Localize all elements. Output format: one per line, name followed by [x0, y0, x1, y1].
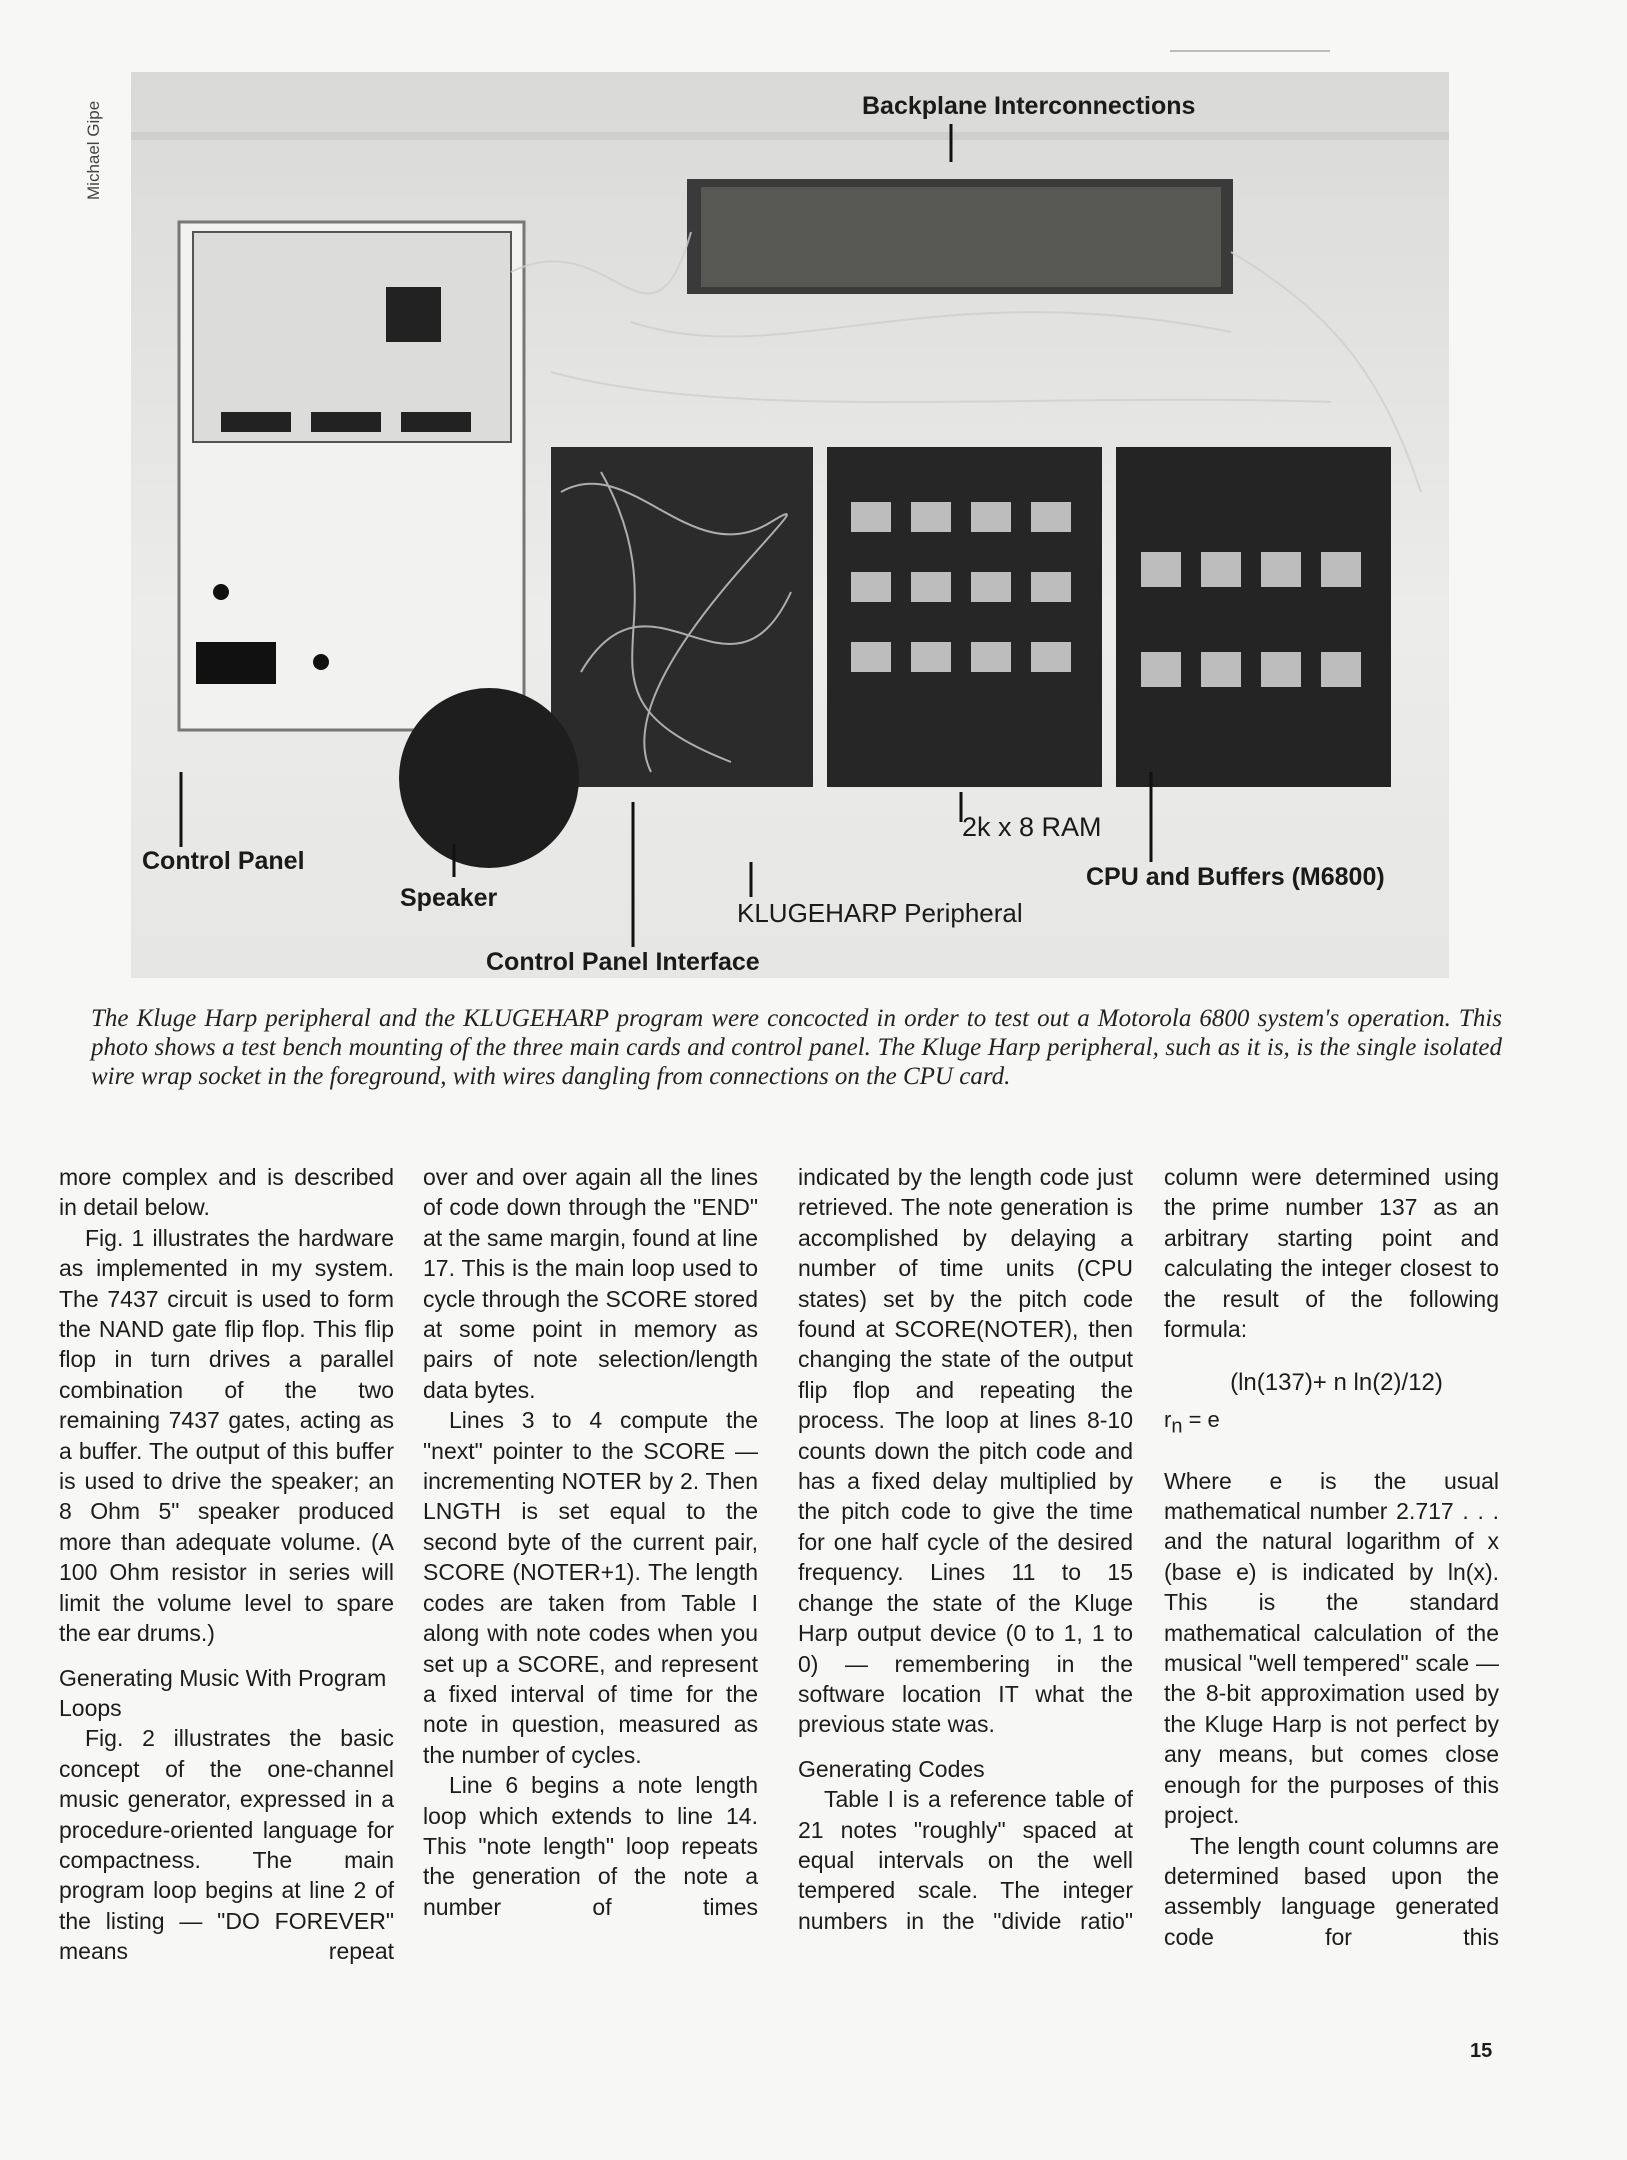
paragraph: Fig. 1 illustrates the hardware as implemented in my system. The 7437 circuit is used to form the NAND gate flip flop. This flip flop in turn drives a parallel combination of the two remaining 7437 gates, acting as a buffer. The output of this buffer is used to drive the speaker; an 8 Ohm 5" speaker produced more than adequate volume. (A 100 Ohm resistor in series will limit the volume level to spare the ear drums.): [59, 1224, 394, 1647]
section-heading: Generating Music With Program Loops: [59, 1664, 387, 1721]
text-column-4: [1164, 1162, 1499, 1952]
paragraph: Where e is the usual mathematical number 2.717 . . . and the natural logarithm of x (base e) is indicated by ln(x). This is the standard mathematical calculation of the musical "well tempered" scale — the 8-bit approximation used by the Kluge Harp is not perfect by any means, but comes close enough for the purposes of this project.: [1164, 1467, 1499, 1829]
paragraph: over and over again all the lines of code down through the "END" at the same margin, found at line 17. This is the main loop used to cycle through the SCORE stored at some point in memory as pairs of note selection/length data bytes.: [423, 1164, 758, 1403]
label-backplane: Backplane Interconnections: [862, 92, 1196, 120]
paragraph: more complex and is described in detail below.: [59, 1164, 394, 1221]
paragraph: Lines 3 to 4 compute the "next" pointer to the SCORE — incrementing NOTER by 2. Then LNGTH is set equal to the second byte of the current pair, SCORE (NOTER+1). The length codes are taken from Table I along with note codes when you set up a SCORE, and represent a fixed interval of time for the note in question, measured as the number of cycles.: [423, 1407, 758, 1768]
label-control-panel-interface: Control Panel Interface: [486, 948, 760, 976]
section-heading: Generating Codes: [798, 1755, 985, 1782]
page-number: 15: [1470, 2040, 1493, 2062]
photo-illustration: [131, 72, 1449, 978]
paragraph: indicated by the length code just retrieved. The note generation is accomplished by delaying a number of time units (CPU states) set by the pitch code found at SCORE(NOTER), then changing the state of the output flip flop and repeating the process. The loop at lines 8-10 counts down the pitch code and has a fixed delay multiplied by the pitch code to give the time for one half cycle of the desired frequency. Lines 11 to 15 change the state of the Kluge Harp output device (0 to 1, 1 to 0) — remembering in the software location IT what the previous state was.: [798, 1164, 1133, 1738]
formula-r: r: [1164, 1406, 1172, 1432]
formula-exponent: (ln(137)+ n ln(2)/12): [1230, 1369, 1443, 1397]
paragraph: column were determined using the prime number 137 as an arbitrary starting point and calculating the integer closest to the result of the following formula:: [1164, 1164, 1499, 1343]
text-column-3: [798, 1162, 1133, 1936]
photo-caption: The Kluge Harp peripheral and the KLUGEHARP program were concocted in order to test out a Motorola 6800 system's operation. This photo shows a test bench mounting of the three main cards and control panel. The Kluge Harp peripheral, such as it is, is the single isolated wire wrap socket in the foreground, with wires dangling from connections on the CPU card.: [91, 1005, 1502, 1090]
text-column-2: [423, 1162, 758, 1922]
formula-subscript: n: [1171, 1415, 1183, 1438]
label-ram: 2k x 8 RAM: [962, 812, 1102, 842]
label-klugeharp-peripheral: KLUGEHARP Peripheral: [737, 898, 1023, 928]
label-cpu: CPU and Buffers (M6800): [1086, 863, 1385, 891]
header-rule: [1170, 50, 1330, 52]
label-speaker: Speaker: [400, 884, 498, 912]
text-column-1: [59, 1162, 394, 1967]
paragraph: Line 6 begins a note length loop which extends to line 14. This "note length" loop repeats the generation of the note a number of times: [423, 1772, 758, 1920]
paragraph: Table I is a reference table of 21 notes "roughly" spaced at equal intervals on the well tempered scale. The integer numbers in the "divide ratio": [798, 1786, 1133, 1934]
photo-credit: Michael Gipe: [84, 100, 103, 200]
paragraph: Fig. 2 illustrates the basic concept of the one-channel music generator, expressed in a procedure-oriented language for compactness. The main program loop begins at line 2 of the listing — "DO FOREVER" means repeat: [59, 1725, 394, 1965]
paragraph: The length count columns are determined based upon the assembly language generated code for this: [1164, 1832, 1499, 1950]
label-control-panel: Control Panel: [142, 847, 305, 875]
formula-equals-e: = e: [1188, 1406, 1220, 1432]
formula-base: [1164, 1405, 1499, 1442]
test-bench-photo: [131, 72, 1449, 978]
